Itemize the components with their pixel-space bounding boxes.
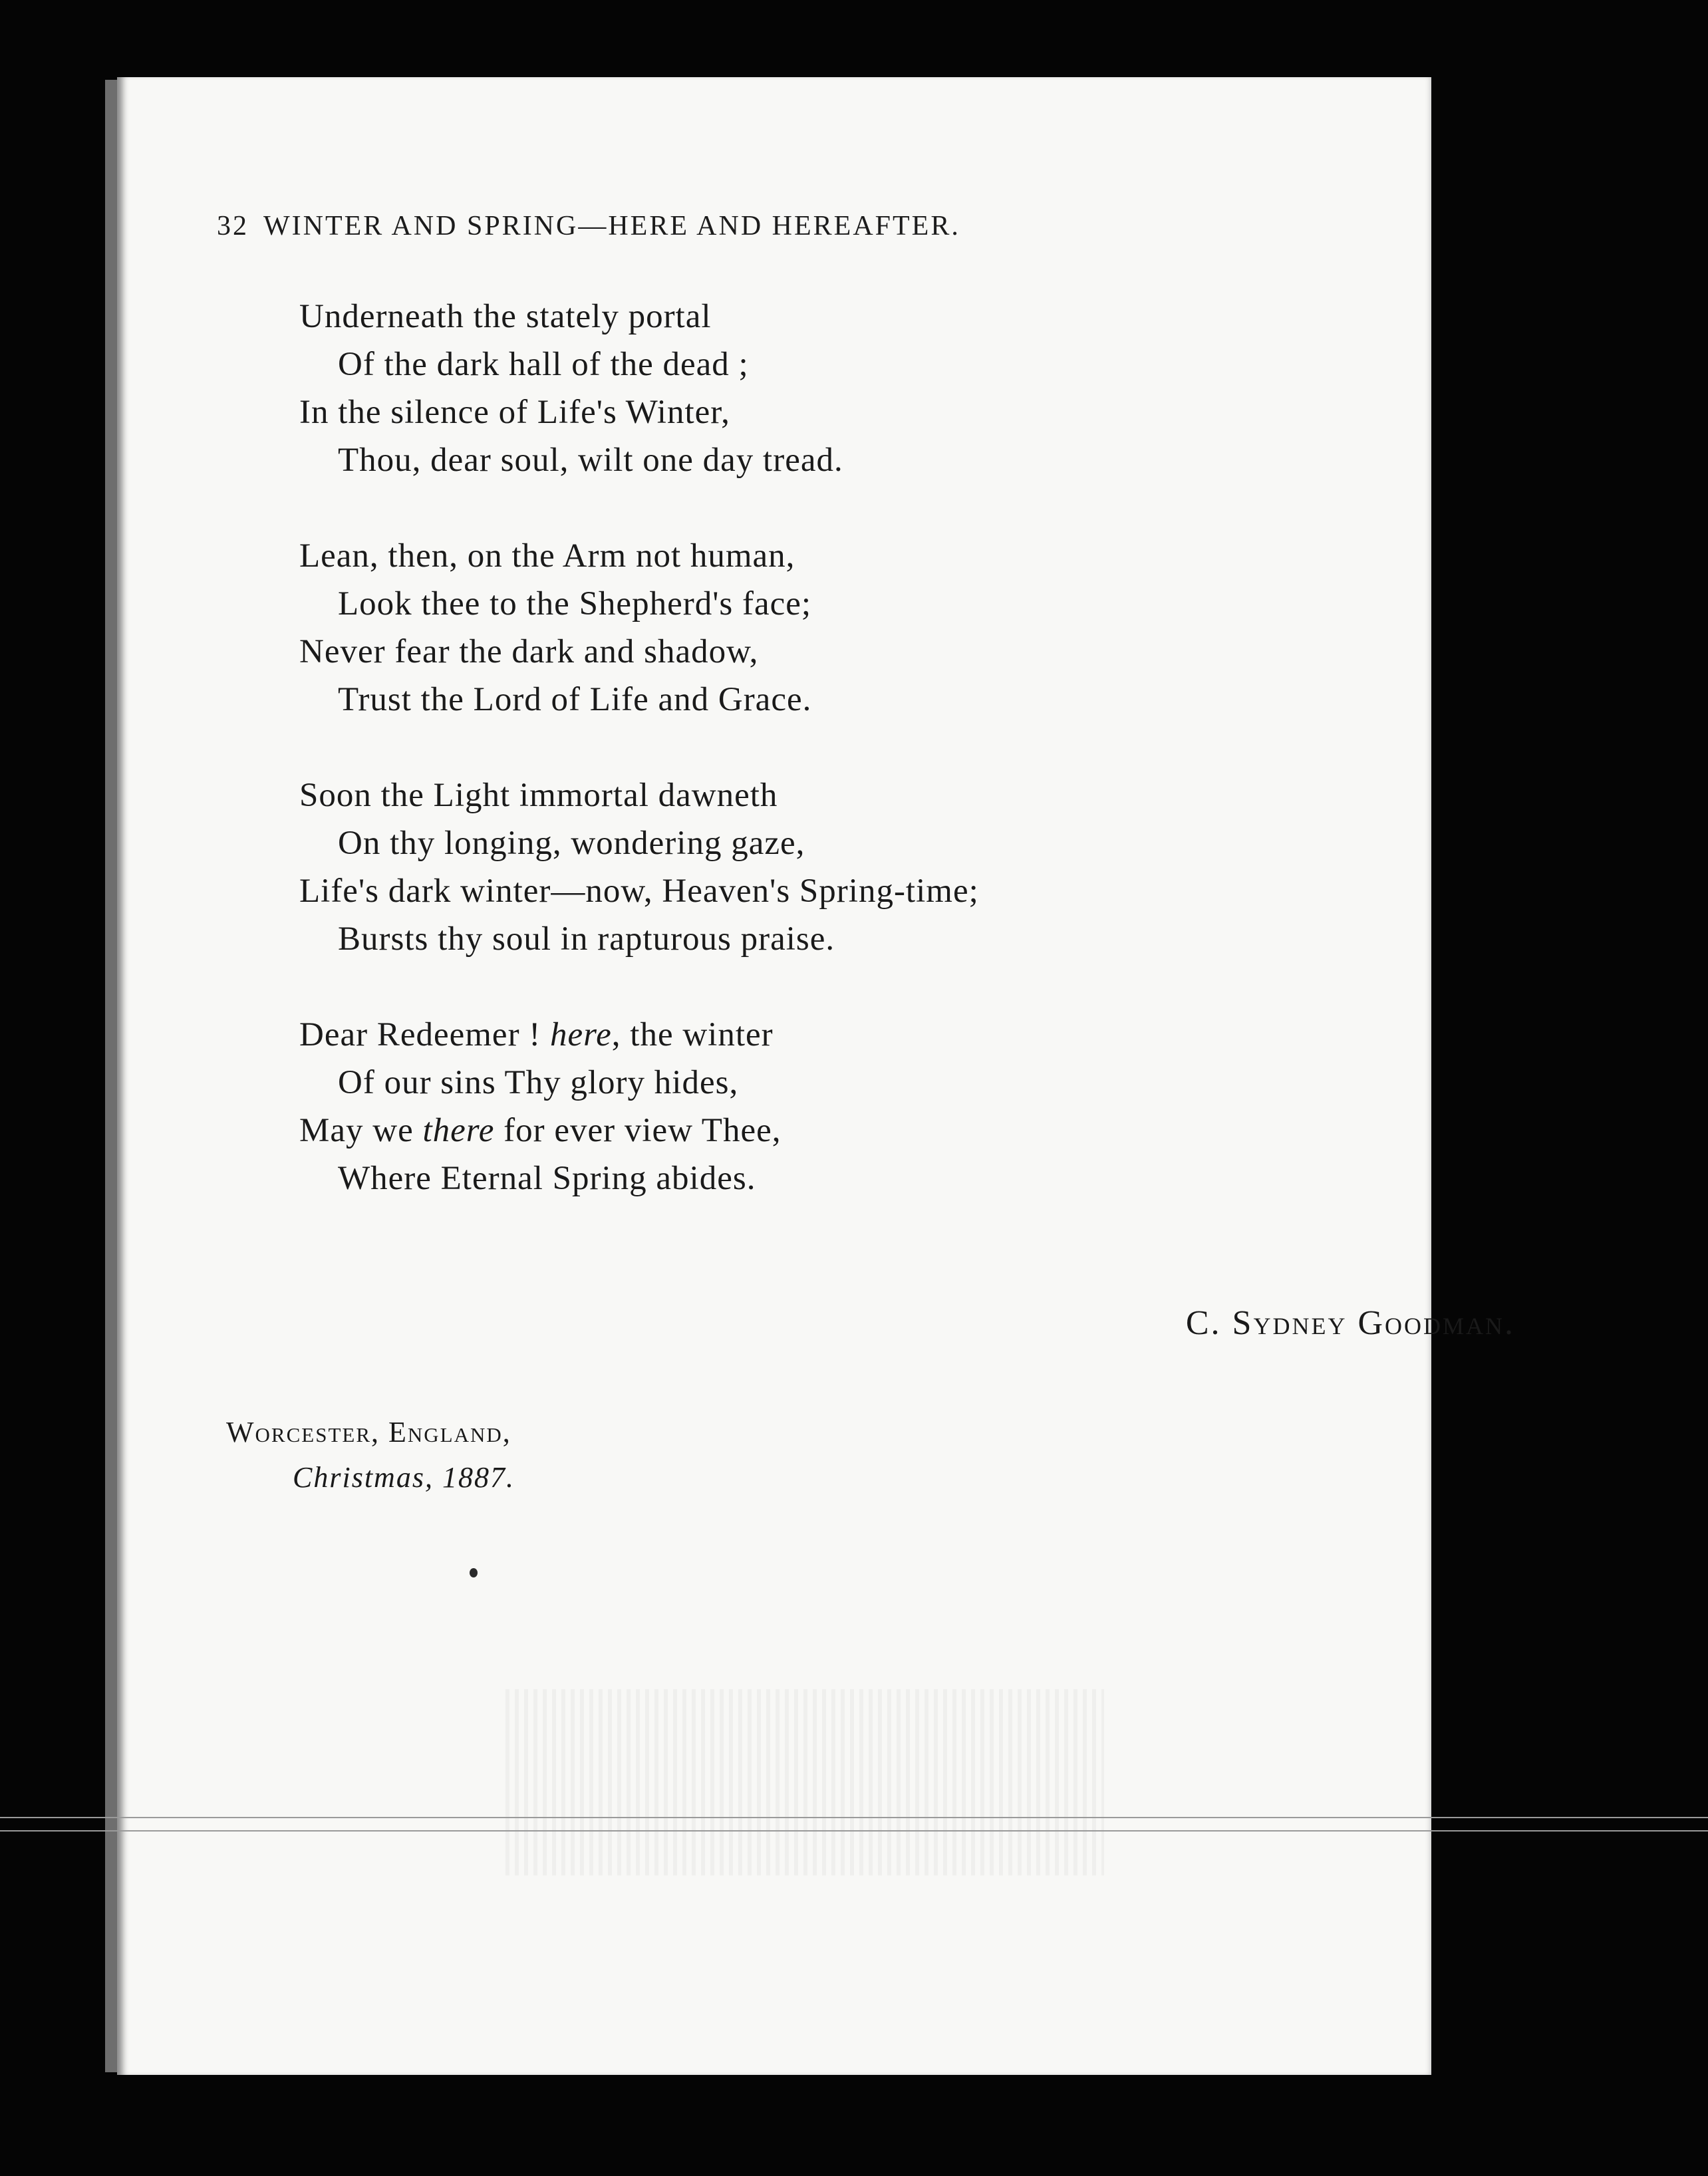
line-text: May we bbox=[299, 1112, 423, 1149]
poem-line: Of the dark hall of the dead ; bbox=[338, 346, 749, 383]
poem-line: Lean, then, on the Arm not human, bbox=[299, 537, 795, 575]
running-title: WINTER AND SPRING—HERE AND HEREAFTER. bbox=[263, 211, 960, 241]
poem-line: Life's dark winter—now, Heaven's Spring-time; bbox=[299, 873, 979, 910]
poem-line: Of our sins Thy glory hides, bbox=[338, 1064, 739, 1101]
poem-line: In the silence of Life's Winter, bbox=[299, 394, 730, 431]
line-text: , the winter bbox=[611, 1016, 774, 1053]
stanza-4 bbox=[299, 1011, 979, 1202]
poem-line bbox=[299, 1107, 979, 1155]
running-head bbox=[217, 210, 960, 242]
emphasis-text: here bbox=[550, 1016, 612, 1053]
poem-line: Soon the Light immortal dawneth bbox=[299, 777, 778, 814]
date-text: Christmas, 1887. bbox=[293, 1461, 515, 1494]
poem-line: On thy longing, wondering gaze, bbox=[338, 825, 805, 862]
line-text: Dear Redeemer ! bbox=[299, 1016, 551, 1053]
poem-line: Trust the Lord of Life and Grace. bbox=[338, 681, 812, 718]
emphasis-text: there bbox=[422, 1112, 495, 1149]
poem bbox=[299, 293, 979, 1250]
place-and-date bbox=[226, 1410, 515, 1500]
poem-line: Never fear the dark and shadow, bbox=[299, 633, 759, 670]
scan-artifact-line bbox=[0, 1817, 1708, 1818]
poem-line: Underneath the stately portal bbox=[299, 298, 712, 335]
ink-speck bbox=[470, 1568, 478, 1577]
poem-line bbox=[299, 1011, 979, 1059]
page-number: 32 bbox=[217, 211, 249, 241]
stanza-1 bbox=[299, 293, 979, 484]
poem-line: Look thee to the Shepherd's face; bbox=[338, 585, 812, 622]
stanza-2 bbox=[299, 532, 979, 724]
page-edge bbox=[105, 80, 117, 2072]
author-signature: C. Sydney Goodman. bbox=[1185, 1304, 1515, 1342]
scan-artifact-line bbox=[0, 1830, 1708, 1832]
poem-line: Where Eternal Spring abides. bbox=[338, 1160, 756, 1197]
place-text: Worcester, England, bbox=[226, 1416, 511, 1448]
stanza-3 bbox=[299, 771, 979, 963]
show-through-bleed bbox=[505, 1689, 1104, 1875]
poem-line: Bursts thy soul in rapturous praise. bbox=[338, 920, 835, 958]
poem-line: Thou, dear soul, wilt one day tread. bbox=[338, 442, 843, 479]
line-text: for ever view Thee, bbox=[494, 1112, 782, 1149]
